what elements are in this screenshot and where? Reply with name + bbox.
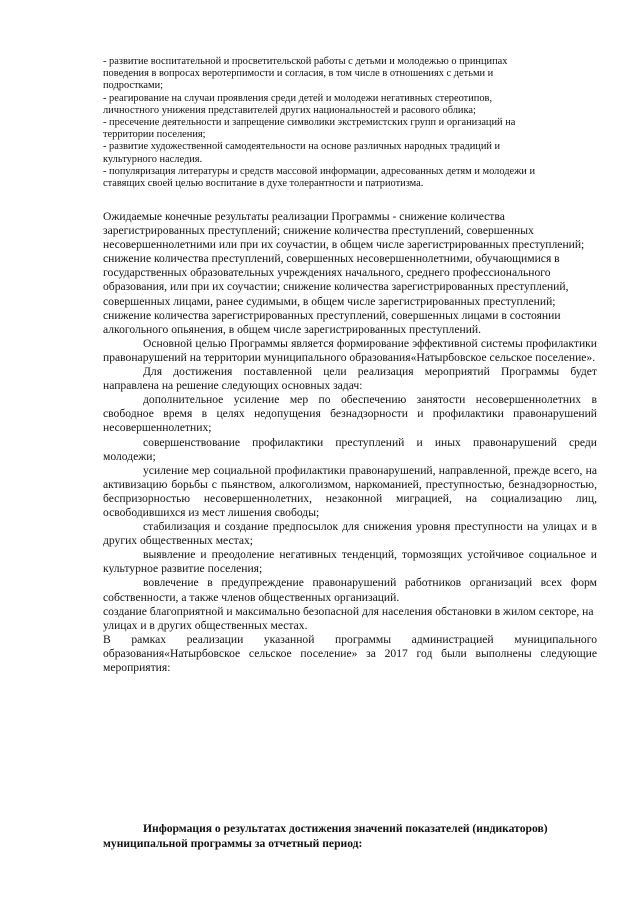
list-item: - развитие воспитательной и просветительской работы с детьми и молодежью о принципах поведения в вопросах веротерпимости и согласия, в том числе в отношениях с детьми и подростками; [103,56,508,92]
task-item: стабилизация и создание предпосылок для снижения уровня преступности на улицах и в других общественных местах; [103,520,597,548]
creation-paragraph: создание благоприятной и максимально безопасной для населения обстановки в жилом секторе, на улицах и в других общественных местах. [103,604,594,632]
tasks-intro-paragraph: Для достижения поставленной цели реализация мероприятий Программы будет направлена на решение следующих основных задач: [103,365,597,393]
expected-results-paragraph: Ожидаемые конечные результаты реализации Программы - снижение количества зарегистрированных преступлений; снижение количества преступлений, совершенных несовершеннолетними или при их соучастии, в общем числе зарегистрированных преступлений; снижение количества преступлений, совершенных несовершеннолетними, обучающимися в государственных образовательных учреждениях начального, среднего профессионального образования, или при их соучастии; снижение количества зарегистрированных преступлений, совершенных лицами, ранее судимыми, в общем числе зарегистрированных преступлений; снижение количества зарегистрированных преступлений, совершенных лицами в состоянии алкогольного опьянения, в общем числе зарегистрированных преступлений. [103,210,585,336]
task-item: совершенствование профилактики преступлений и иных правонарушений среди молодежи; [103,435,597,463]
task-item: усиление мер социальной профилактики правонарушений, направленной, прежде всего, на активизацию борьбы с пьянством, алкоголизмом, наркоманией, преступностью, безнадзорностью, беспризорностью несовершеннолетних, незаконной миграцией, на социализацию лиц, освободившихся из мест лишения свободы; [103,463,597,519]
task-item: вовлечение в предупреждение правонарушений работников организаций всех форм собственности, а также членов общественных организаций. [103,576,597,604]
main-text [103,210,597,675]
list-item: - развитие художественной самодеятельности на основе различных народных традиций и культурного наследия. [103,141,501,165]
section-heading-line-2: муниципальной программы за отчетный период: [103,837,363,850]
main-goal-paragraph: Основной целью Программы является формирование эффективной системы профилактики правонарушений на территории муниципального образования«Натырбовское сельское поселение». [103,336,597,364]
task-item: дополнительное усиление мер по обеспечению занятости несовершеннолетних в свободное время в целях недопущения безнадзорности и профилактики правонарушений несовершеннолетних; [103,393,597,435]
list-item: - реагирование на случаи проявления среди детей и молодежи негативных стереотипов, личностного унижения представителей других национальностей и расового облика; [103,92,493,116]
section-heading-line-1: Информация о результатах достижения значений показателей (индикаторов) [143,822,548,835]
task-item: выявление и преодоление негативных тенденций, тормозящих устойчивое социальное и культурное развитие поселения; [103,548,597,576]
list-item: - популяризация литературы и средств массовой информации, адресованных детям и молодежи и ставящих своей целью воспитание в духе толерантности и патриотизма. [103,165,536,190]
list-item: - пресечение деятельности и запрещение символики экстремистских групп и организаций на территории поселения; [103,117,516,141]
section-heading [103,821,597,851]
measures-list [103,56,543,190]
implementation-paragraph: В рамках реализации указанной программы администрацией муниципального образования«Натырбовское сельское поселение» за 2017 год были выполнены следующие мероприятия: [103,632,597,674]
